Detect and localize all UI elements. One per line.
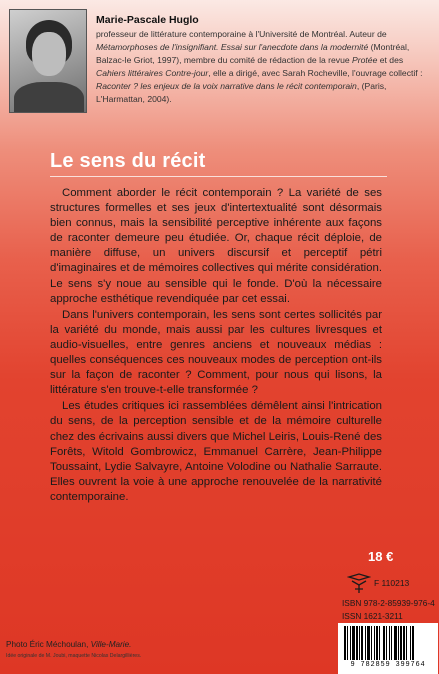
photo-face (32, 32, 66, 76)
bio-book-title: Raconter ? les enjeux de la voix narrative dans le récit contemporain (96, 81, 357, 91)
back-cover-blurb (50, 186, 382, 506)
bio-journal-title: Cahiers littéraires Contre-jour (96, 68, 209, 78)
issn: ISSN 1621-3211 (342, 611, 403, 621)
isbn: ISBN 978-2-85939-976-4 (342, 598, 435, 608)
bio-text: et des (377, 55, 404, 65)
blurb-paragraph: Comment aborder le récit contemporain ? La variété de ses structures formelles et ses jeux d'intertextualité sont désormais bien connus, mais la sensibilité perceptive inhérente aux façons de raconter demeure peu étudiée. Or, chaque récit déploie, de manière diffuse, un univers discursif et perceptif pétri d'imaginaires et de mémoires collectives qui mérite considération. Le sens s'y noue au sensible qui le fonde. D'où la nécessaire approche esthétique revendiquée par cet essai. (50, 187, 382, 305)
bio-text: professeur de littérature contemporaine à l'Université de Montréal. Auteur de (96, 29, 387, 39)
barcode-bars (342, 626, 434, 660)
photo-credit (6, 640, 131, 649)
title-divider (50, 176, 387, 177)
photo-credit-place: Ville-Marie. (90, 640, 132, 649)
barcode-digits: 9 782859 399764 (350, 661, 426, 669)
publisher-logo-icon (347, 573, 371, 595)
photo-shoulders (14, 82, 84, 113)
book-title: Le sens du récit (50, 150, 206, 172)
photo-credit-text: Photo Éric Méchoulan, (6, 640, 91, 649)
bio-text: , (Paris, L'Harmattan, 2004). (96, 81, 387, 104)
author-photo (9, 9, 87, 113)
bio-book-title: Métamorphoses de l'insignifiant. Essai sur l'anecdote dans la modernité (96, 42, 369, 52)
author-name: Marie-Pascale Huglo (96, 14, 199, 26)
barcode (338, 623, 438, 674)
bio-text: (Montréal, Balzac-le Griot, 1997), membre du comité de rédaction de la revue (96, 42, 410, 65)
price: 18 € (368, 549, 394, 564)
design-credit: Idée originale de M. Joubi, maquette Nicolas Delargillières. (6, 653, 142, 659)
author-bio (96, 28, 432, 106)
publisher-code: F 110213 (374, 578, 410, 588)
blurb-paragraph: Dans l'univers contemporain, les sens sont certes sollicités par la variété du monde, mais aussi par les cultures livresques et audio-visuelles, entre genres anciens et nouveaux médias : quelles conséquences ces nouveaux modes de perception ont-ils sur la façon de raconter ? Comment, pour nous qui lisons, la littérature s'en trouve-t-elle transformée ? (50, 308, 382, 397)
bio-text: , elle a dirigé, avec Sarah Rocheville, l'ouvrage collectif : (208, 68, 423, 78)
blurb-paragraph: Les études critiques ici rassemblées démêlent ainsi l'intrication du sens, de la perception sensible et de la mémoire culturelle chez des écrivains aussi divers que Michel Leiris, Louis-René des Forêts, Witold Gombrowicz, Emmanuel Carrère, Jean-Philippe Toussaint, Lydie Salvayre, Antoine Volodine ou Nathalie Sarraute. Elles ouvrent la voie à une approche renouvelée de la narrativité contemporaine. (50, 400, 382, 503)
bio-journal-title: Protée (352, 55, 378, 65)
